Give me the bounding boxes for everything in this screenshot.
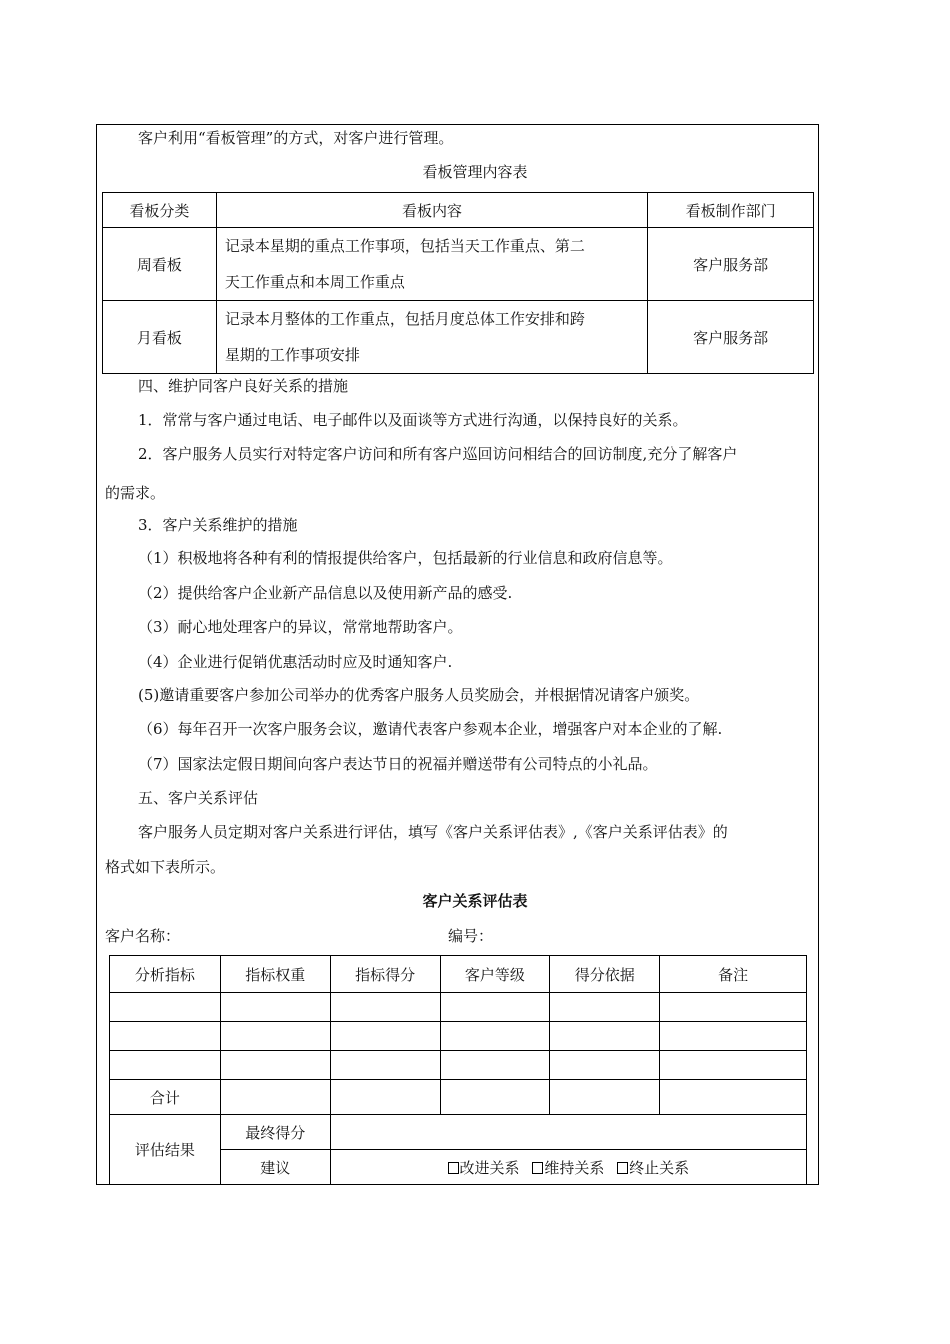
suggestion-label: 建议 <box>220 1150 330 1185</box>
measure-5: (5)邀请重要客户参加公司举办的优秀客户服务人员奖励会，并根据情况请客户颁奖。 <box>138 686 700 704</box>
table-cell <box>550 1022 660 1051</box>
eval-table <box>109 955 807 1185</box>
table-cell <box>110 993 221 1022</box>
column-header: 看板分类 <box>103 193 217 228</box>
option-improve[interactable] <box>448 1159 520 1177</box>
table-row <box>103 193 814 228</box>
table-cell <box>660 993 807 1022</box>
column-header: 看板内容 <box>216 193 647 228</box>
table-row <box>110 956 807 993</box>
column-header: 备注 <box>660 956 807 993</box>
table-cell: 客户服务部 <box>648 301 814 374</box>
total-label: 合计 <box>110 1080 221 1115</box>
section4-heading: 四、维护同客户良好关系的措施 <box>138 377 349 395</box>
table-cell <box>110 1051 221 1080</box>
table-row <box>103 228 814 301</box>
column-header: 客户等级 <box>440 956 550 993</box>
section4-item3: 3．客户关系维护的措施 <box>138 516 298 534</box>
checkbox-icon[interactable] <box>532 1162 543 1174</box>
table-row <box>110 1051 807 1080</box>
table-cell <box>330 993 440 1022</box>
section5-heading: 五、客户关系评估 <box>138 789 259 807</box>
result-label: 评估结果 <box>110 1115 221 1185</box>
table-cell: 月看板 <box>103 301 217 374</box>
eval-table-title: 客户关系评估表 <box>422 892 528 910</box>
section4-item2-line1: 2．客户服务人员实行对特定客户访问和所有客户巡回访问相结合的回访制度,充分了解客户 <box>138 445 738 463</box>
table-cell <box>330 1022 440 1051</box>
column-header: 分析指标 <box>110 956 221 993</box>
checkbox-icon[interactable] <box>617 1162 628 1174</box>
table-cell <box>220 993 330 1022</box>
final-score-label: 最终得分 <box>220 1115 330 1150</box>
measure-2: （2）提供给客户企业新产品信息以及使用新产品的感受. <box>138 584 513 602</box>
table-cell <box>220 1080 330 1115</box>
table-cell <box>220 1022 330 1051</box>
table-cell <box>216 301 647 374</box>
kanban-table-title: 看板管理内容表 <box>422 163 528 181</box>
section4-item1: 1．常常与客户通过电话、电子邮件以及面谈等方式进行沟通，以保持良好的关系。 <box>138 411 688 429</box>
table-cell <box>660 1022 807 1051</box>
option-label: 终止关系 <box>629 1158 690 1177</box>
measure-6: （6）每年召开一次客户服务会议，邀请代表客户参观本企业，增强客户对本企业的了解. <box>138 720 723 738</box>
measure-7: （7）国家法定假日期间向客户表达节日的祝福并赠送带有公司特点的小礼品。 <box>138 755 658 773</box>
option-label: 改进关系 <box>459 1158 520 1177</box>
table-cell <box>550 993 660 1022</box>
option-terminate[interactable] <box>617 1159 689 1177</box>
checkbox-icon[interactable] <box>448 1162 459 1174</box>
suggestion-options <box>330 1150 806 1185</box>
intro-text: 客户利用“看板管理”的方式，对客户进行管理。 <box>138 129 454 147</box>
cell-line: 记录本星期的重点工作事项，包括当天工作重点、第二 <box>224 237 585 255</box>
table-cell: 周看板 <box>103 228 217 301</box>
table-row <box>110 1022 807 1051</box>
table-cell <box>330 1080 440 1115</box>
column-header: 指标权重 <box>220 956 330 993</box>
table-row <box>103 301 814 374</box>
measure-1: （1）积极地将各种有利的情报提供给客户，包括最新的行业信息和政府信息等。 <box>138 549 673 567</box>
table-cell <box>660 1080 807 1115</box>
table-row <box>110 993 807 1022</box>
column-header: 看板制作部门 <box>648 193 814 228</box>
kanban-table <box>102 192 814 374</box>
table-cell <box>330 1051 440 1080</box>
option-maintain[interactable] <box>532 1159 604 1177</box>
table-cell <box>550 1051 660 1080</box>
table-cell <box>220 1051 330 1080</box>
table-row <box>110 1080 807 1115</box>
measure-3: （3）耐心地处理客户的异议，常常地帮助客户。 <box>138 618 463 636</box>
final-score-value <box>330 1115 806 1150</box>
cell-line: 星期的工作事项安排 <box>224 346 360 364</box>
table-cell <box>110 1022 221 1051</box>
customer-name-label: 客户名称： <box>105 927 181 945</box>
measure-4: （4）企业进行促销优惠活动时应及时通知客户. <box>138 653 453 671</box>
table-cell <box>660 1051 807 1080</box>
section4-item2-line2: 的需求。 <box>105 484 166 502</box>
table-row <box>110 1115 807 1150</box>
table-cell <box>440 1080 550 1115</box>
table-cell <box>440 993 550 1022</box>
table-cell <box>216 228 647 301</box>
column-header: 指标得分 <box>330 956 440 993</box>
table-cell: 客户服务部 <box>648 228 814 301</box>
cell-line: 记录本月整体的工作重点，包括月度总体工作安排和跨 <box>224 310 585 328</box>
section5-para-line2: 格式如下表所示。 <box>105 858 226 876</box>
table-cell <box>440 1051 550 1080</box>
number-label: 编号： <box>448 927 494 945</box>
table-cell <box>550 1080 660 1115</box>
cell-line: 天工作重点和本周工作重点 <box>224 273 405 291</box>
option-label: 维持关系 <box>544 1158 605 1177</box>
column-header: 得分依据 <box>550 956 660 993</box>
table-cell <box>440 1022 550 1051</box>
section5-para-line1: 客户服务人员定期对客户关系进行评估，填写《客户关系评估表》,《客户关系评估表》的 <box>138 823 728 841</box>
